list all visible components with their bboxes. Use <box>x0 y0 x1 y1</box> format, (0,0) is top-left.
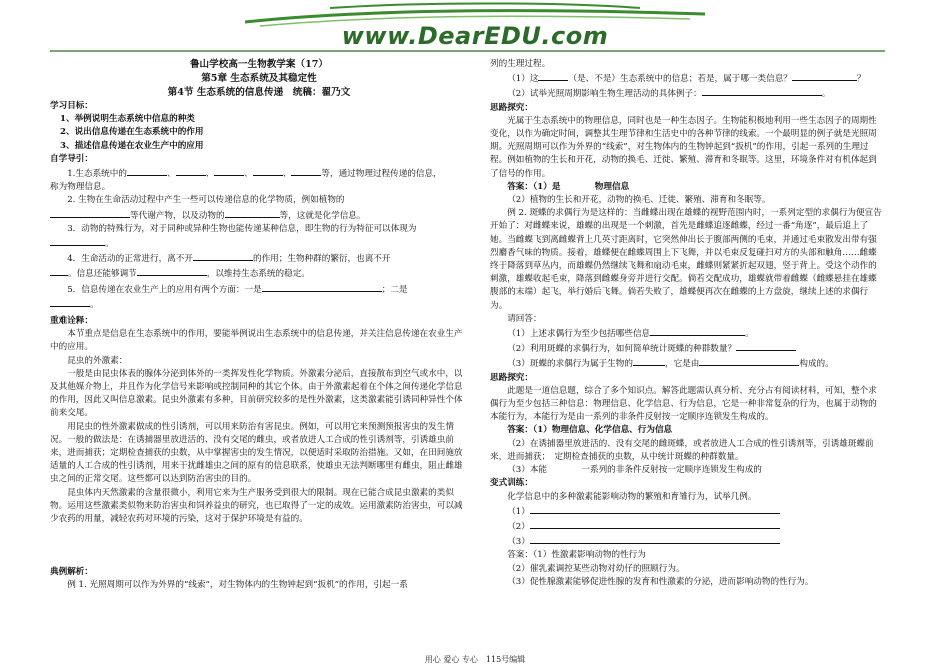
example-heading: 典例解析： <box>50 566 93 577</box>
answer-line: （3）促性腺激素能够促进性腺的发育和性激素的分泌，进而影响动物的性行为。 <box>507 576 814 587</box>
goal-item: 2、说出信息传递在生态系统中的作用 <box>60 127 204 138</box>
example-2: 例 2. 斑蝶的求偶行为是这样的：当雌蝶出现在雄蝶的视野范围内时，一系列定型的求偶行为便宣告开始了：对雌蝶来说，雄蝶的出现是一个刺激，首先是雌蝶追逐雌蝶，经过一番“角逐”，最后追上了她。当雌蝶飞到离雌蝶背上几英寸距离时，它突然伸出长于腹部两侧的毛束，并通过毛束散发出带有强烈麝香气味的物质。接着，雄蝶便在雌蝶周围上下飞舞，并以毛束反复碰扫对方的头部和触角……雌蝶终于降落到草丛内，而雄蝶仍然继续飞舞和扇动毛束，雌蝶则紧紧折起双翅，竖于背上。受这个动作的刺激，雄蝶收起毛束，降落到雌蝶身旁并进行交配。倘若交配成功，雄蝶就带着雌蝶（雌蝶悬挂在雄蝶腹部的末端）起飞，举行婚后飞舞。倘若失败了，雄蝶便再次在雌蝶的上方盘旋，继续上述的求偶行为。 <box>490 208 882 311</box>
section-title: 第4节 生态系统的信息传递 统稿：翟乃文 <box>167 87 351 98</box>
answer-line: 答案：（1）物理信息、化学信息、行为信息 <box>507 425 673 436</box>
goals-heading: 学习目标： <box>50 101 93 111</box>
example-1-q2: （2）试举光照周期影响生物生理活动的具体例子： 。 <box>490 86 885 101</box>
think2-heading: 思路探究： <box>490 372 533 383</box>
answer-line: （2）植物的生长和开花，动物的换毛、迁徙、繁殖、滞育和冬眠等。 <box>507 195 771 206</box>
example-1-cont: 列的生理过程。 <box>490 59 551 69</box>
example-1-q1: （1）这 （是、不是）生态系统中的信息；若是，属于哪一类信息？ ？ <box>490 71 885 86</box>
think2-paragraph: 此题是一道信息题，综合了多个知识点。解答此题需认真分析、充分占有阅读材料，可知，整个求偶行为至少包括三种信息：物理信息、化学信息、行为信息，它是一种非常复杂的行为，也属于动物的本能行为，本能行为是由一系列的非条件反射按一定顺序连锁发生构成的。 <box>490 385 877 423</box>
training-blank: （2） <box>490 519 885 534</box>
key-heading: 重难诠释： <box>50 316 93 327</box>
example-2-q1: （1）上述求偶行为至少包括哪些信息 。 <box>490 326 885 341</box>
answer-line: （2）在诱捕器里放进活的、没有交尾的雌斑蝶，或者放进人工合成的性引诱剂等，引诱雄斑蝶前来，进而捕获； 定期检查捕获的虫数，从中统计斑蝶的种群数量。 <box>490 438 874 462</box>
question-1: 1.生态系统中的 、 、 、 、 等，通过物理过程传递的信息， 称为物理信息。 <box>50 166 468 194</box>
training-question: 化学信息中的多种激素能影响动物的繁殖和育雏行为，试举几例。 <box>507 491 757 502</box>
page-footer: 用心 爱心 专心 115号编辑 <box>424 655 526 664</box>
site-logo[interactable]: www.DearEDU.com <box>341 22 609 50</box>
question-4: 4．生命活动的正常进行，离不开 的作用；生物种群的繁衍，也离不开 。信息还能够调节 ，以维持生态系统的稳定。 <box>50 251 468 281</box>
goal-item: 3、描述信息传递在农业生产中的应用 <box>60 140 204 151</box>
header-banner <box>0 0 950 58</box>
example-1-start: 例 1. 光照周期可以作为外界的“线索”，对生物体内的生物钟起到“扳机”的作用，引起一系 <box>67 580 408 591</box>
doc-title: 鲁山学校高一生物教学案（17） <box>189 59 329 70</box>
answer-line: （2）催乳素调控某些动物对幼仔的照顾行为。 <box>507 563 685 574</box>
ask-label: 请回答： <box>507 313 542 324</box>
goal-item: 1、举例说明生态系统中信息的种类 <box>60 114 195 125</box>
key-paragraph: 昆虫体内天然激素的含量很微小，利用它来为生产服务受到很大的限制。现在已能合成昆虫激素的类似物。运用这些激素类似物来防治害虫和饲养益虫的研究，也已取得了一定的成效。运用激素防治害虫，可以减少农药的用量，减轻农药对环境的污染，这对于保护环境是有益的。 <box>50 487 463 525</box>
training-heading: 变式训练： <box>490 478 533 489</box>
training-blank: （1） <box>490 504 885 519</box>
key-paragraph: 本节重点是信息在生态系统中的作用，要能举例说出生态系统中的信息传递，并关注信息传递在农业生产中的应用。 <box>50 329 463 353</box>
chapter-title: 第5章 生态系统及其稳定性 <box>201 73 317 84</box>
left-column <box>50 58 468 592</box>
key-paragraph: 一般是由昆虫体表的腺体分泌到体外的一类挥发性化学物质。外激素分泌后，直接散布到空气或水中，以及其他媒介物上，并且作为化学信号来影响或控制同种的其它个体。由于外激素起着在个体之间传递化学信息的作用，因此又叫信息激素。昆虫外激素有多种，目前研究较多的是性外激素，这类激素能引诱同种异性个体前来交尾。 <box>50 368 463 419</box>
right-column <box>490 58 885 589</box>
answer-line: 答案：（1）性激素影响动物的性行为 <box>507 550 646 561</box>
example-2-q3: （3）斑蝶的求偶行为属于生物的 ，它是由 构成的。 <box>490 356 885 371</box>
think-heading: 思路探究： <box>490 102 533 113</box>
key-paragraph: 用昆虫的性外激素做成的性引诱剂，可以用来防治有害昆虫。例如，可以用它来预测预报害虫的发生情况。一般的做法是：在诱捕器里放进活的、没有交尾的雌虫，或者放进人工合成的性引诱剂等，引诱雄虫前来，进而捕获；定期检查捕获的虫数，从中掌握害虫的发生情况，以便适时采取防治措施。又如，在田间施放适量的人工合成的性引诱剂，用来干扰雌雄虫之间的原有的信息联系，使雄虫无法判断哪里有雌虫，阻止雌雄虫之间的正常交尾。这些都可以达到防治害虫的目的。 <box>50 421 463 485</box>
example-2-q2: （2）利用斑蝶的求偶行为，如何简单统计斑蝶的种群数量？ <box>490 341 885 356</box>
think-paragraph: 光属于生态系统中的物理信息，同时也是一种生态因子。生物能积极地利用一些生态因子的周期性变化，以作为确定时间，调整其生理节律和生活史中的各种节律的线索。一个最明显的例子就是光照周期。光照周期可以作为外界的“线索”，对生物体内的生物钟起到“扳机”的作用，引起一系列的生理过程。例如植物的生长和开花，动物的换毛、迁徙、繁殖、滞育和冬眠等。这里，环境条件对有机体起到了信号的作用。 <box>490 115 877 179</box>
key-paragraph: 昆虫的外激素： <box>67 355 128 366</box>
question-2: 2. 生物在生命活动过程中产生一些可以传递信息的化学物质，例如植物的 等代谢产物，以及动物的 等，这就是化学信息。 <box>50 194 468 222</box>
question-5: 5．信息传递在农业生产上的应用有两个方面：一是 ；二是 。 <box>50 282 468 312</box>
answer-line: 答案：（1）是 物理信息 <box>507 181 630 192</box>
guide-heading: 自学导引： <box>50 153 93 164</box>
answer-line: （3）本能 一系列的非条件反射按一定顺序连锁发生构成的 <box>507 465 762 476</box>
question-3: 3．动物的特殊行为，对于同种或异种生物也能传递某种信息，即生物的行为特征可以体现为。 <box>50 223 468 251</box>
training-blank: （3） <box>490 534 885 549</box>
